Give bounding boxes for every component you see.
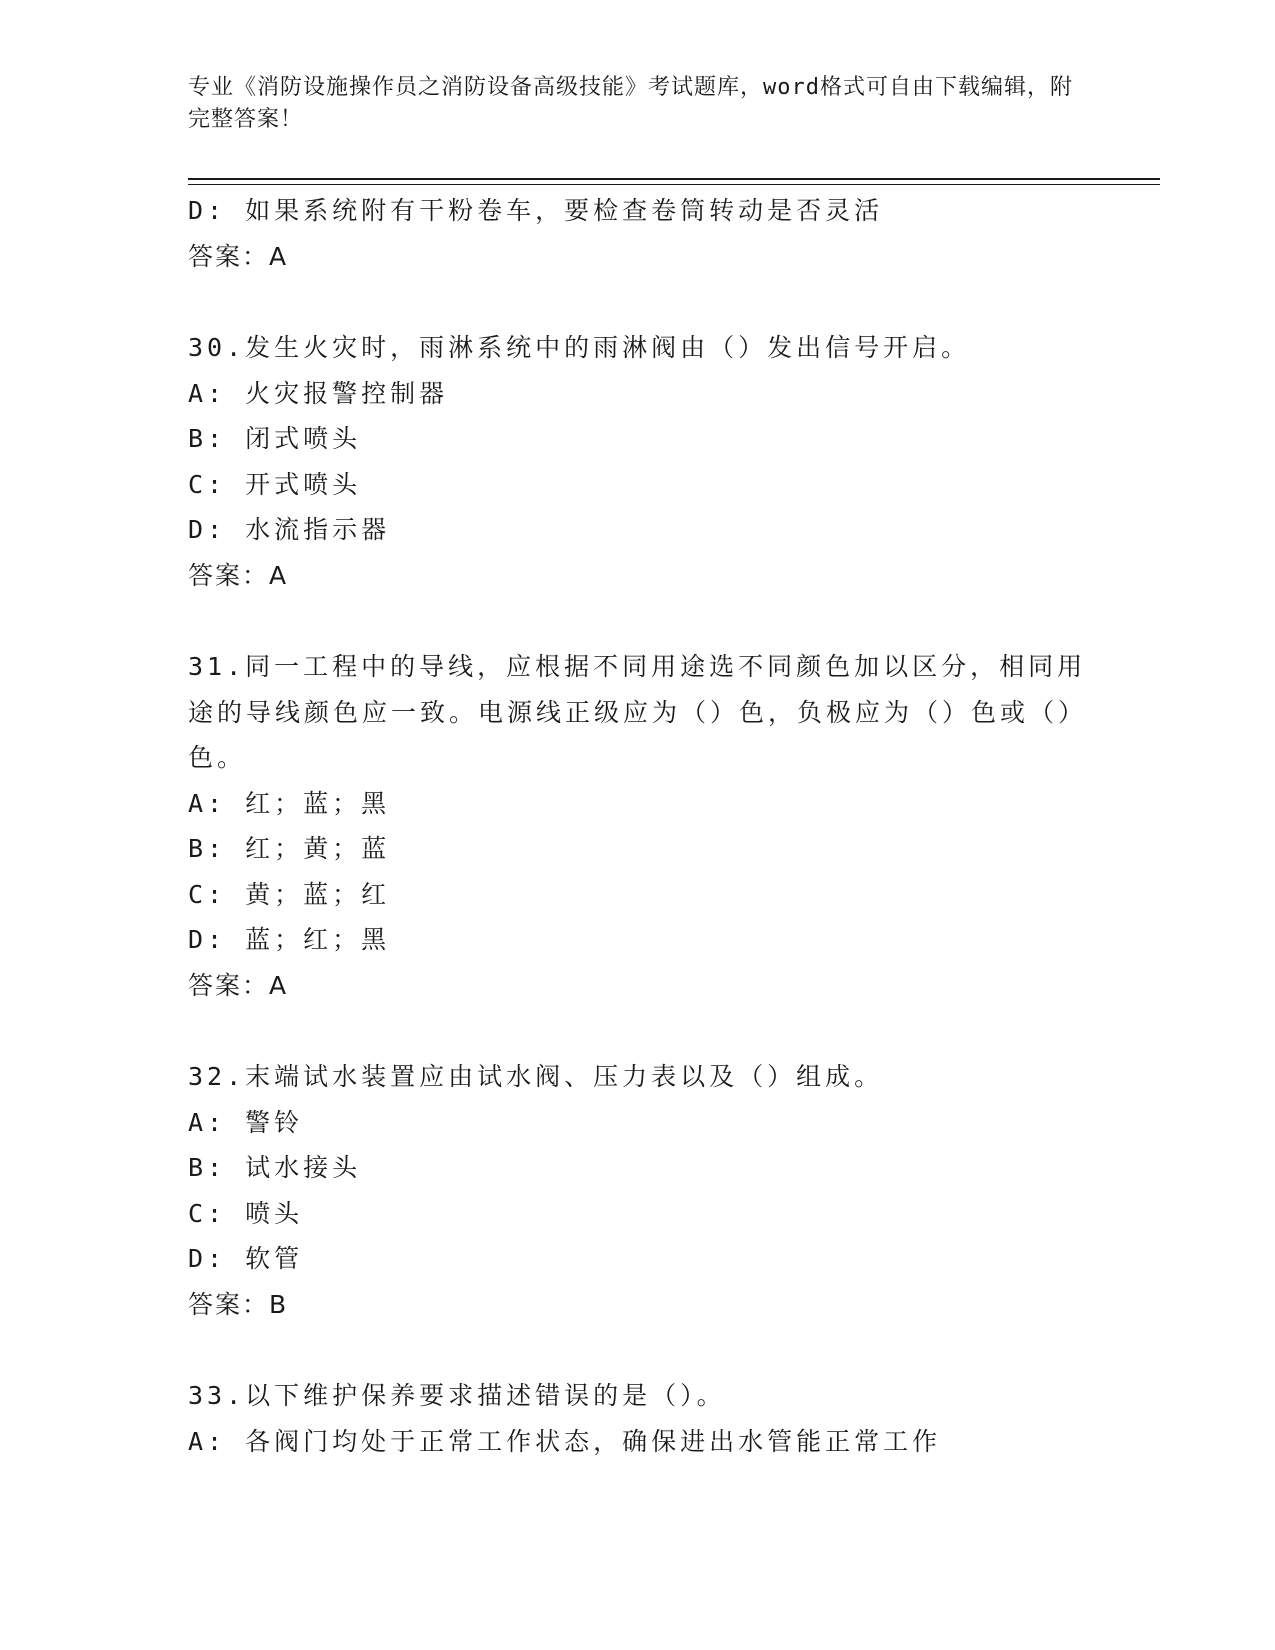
- question-list: [188, 188, 1088, 1464]
- question-text: 30.发生火灾时，雨淋系统中的雨淋阀由（）发出信号开启。: [188, 333, 971, 362]
- option-d: D: 如果系统附有干粉卷车，要检查卷筒转动是否灵活: [188, 196, 884, 225]
- spacer: [188, 1327, 1088, 1373]
- answer-line: 答案：B: [188, 1289, 289, 1319]
- option-a: A: 红；蓝；黑: [188, 788, 391, 818]
- document-header: 专业《消防设施操作员之消防设备高级技能》考试题库，word格式可自由下载编辑，附完整答案！: [188, 75, 1073, 132]
- option-b: B: 试水接头: [188, 1153, 362, 1182]
- option-d: D: 蓝；红；黑: [188, 925, 391, 954]
- answer-line: 答案：A: [188, 560, 289, 590]
- option-a: A: 警铃: [188, 1107, 304, 1137]
- question-block: [188, 1373, 1088, 1464]
- header-divider-thick: [188, 178, 1160, 180]
- option-b: B: 闭式喷头: [188, 424, 362, 453]
- option-a: A: 火灾报警控制器: [188, 378, 449, 408]
- answer-line: 答案：A: [188, 970, 289, 1000]
- option-c: C: 黄；蓝；红: [188, 879, 391, 909]
- question-text: 33.以下维护保养要求描述错误的是（）。: [188, 1381, 726, 1410]
- option-b: B: 红；黄；蓝: [188, 834, 391, 863]
- question-block: [188, 325, 1088, 598]
- option-c: C: 喷头: [188, 1198, 304, 1228]
- question-text: 32.末端试水装置应由试水阀、压力表以及（）组成。: [188, 1062, 884, 1091]
- spacer: [188, 279, 1088, 325]
- question-text: 31.同一工程中的导线，应根据不同用途选不同颜色加以区分，相同用途的导线颜色应一致。电源线正级应为（）色，负极应为（）色或（）色。: [188, 652, 1088, 772]
- question-block: [188, 1054, 1088, 1327]
- option-d: D: 水流指示器: [188, 515, 391, 544]
- header-divider-thin: [188, 184, 1160, 185]
- spacer: [188, 1008, 1088, 1054]
- question-block: [188, 644, 1088, 1008]
- option-d: D: 软管: [188, 1244, 304, 1273]
- answer-line: 答案：A: [188, 241, 289, 271]
- option-a: A: 各阀门均处于正常工作状态，确保进出水管能正常工作: [188, 1426, 942, 1456]
- option-c: C: 开式喷头: [188, 469, 362, 499]
- spacer: [188, 598, 1088, 644]
